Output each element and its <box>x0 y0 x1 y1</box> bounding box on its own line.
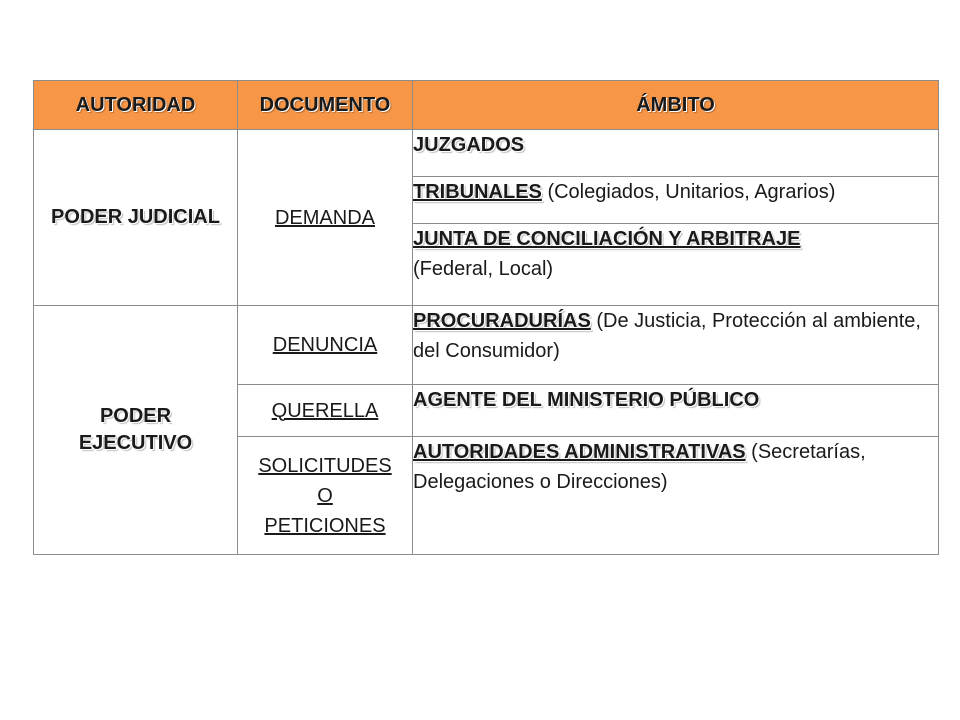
documento-line: SOLICITUDES <box>258 454 392 477</box>
documento-querella-label: QUERELLA <box>271 399 379 422</box>
table-row <box>34 130 939 177</box>
ambito-note: (De Justicia, Protección al ambiente, del Consumidor) <box>413 310 921 362</box>
ambito-autoridades-administrativas <box>413 437 939 555</box>
documento-line: O <box>317 484 333 507</box>
header-autoridad: AUTORIDAD <box>34 81 238 130</box>
header-row <box>34 81 939 130</box>
documento-denuncia[interactable] <box>238 306 413 385</box>
autoridad-poder-ejecutivo <box>34 306 238 555</box>
documento-querella[interactable] <box>238 385 413 437</box>
documento-denuncia-label: DENUNCIA <box>272 334 378 356</box>
ambito-junta <box>413 224 939 306</box>
table-row <box>34 306 939 385</box>
header-ambito: ÁMBITO <box>413 81 939 130</box>
ambito-tribunales <box>413 177 939 224</box>
authority-table <box>33 80 939 555</box>
ambito-note: (Colegiados, Unitarios, Agrarios) <box>547 181 836 203</box>
ambito-title: JUNTA DE CONCILIACIÓN Y ARBITRAJE <box>413 228 801 250</box>
autoridad-line: EJECUTIVO <box>78 432 193 454</box>
autoridad-line: PODER <box>99 405 172 427</box>
ambito-juzgados <box>413 130 939 177</box>
ambito-procuradurias <box>413 306 939 385</box>
ambito-title: PROCURADURÍAS <box>413 310 591 332</box>
ambito-note: (Federal, Local) <box>413 258 554 280</box>
ambito-title: AGENTE DEL MINISTERIO PÚBLICO <box>413 389 760 411</box>
header-documento: DOCUMENTO <box>238 81 413 130</box>
ambito-note: (Secretarías, Delegaciones o Direcciones) <box>413 441 866 493</box>
documento-line: PETICIONES <box>264 514 386 537</box>
documento-demanda-label: DEMANDA <box>274 206 375 229</box>
documento-demanda[interactable] <box>238 130 413 306</box>
ambito-title: AUTORIDADES ADMINISTRATIVAS <box>413 441 746 463</box>
ambito-title: TRIBUNALES <box>413 181 542 203</box>
ambito-agente <box>413 385 939 437</box>
autoridad-poder-judicial: PODER JUDICIAL <box>34 130 238 306</box>
ambito-title: JUZGADOS <box>413 134 525 156</box>
documento-solicitudes[interactable] <box>238 437 413 555</box>
